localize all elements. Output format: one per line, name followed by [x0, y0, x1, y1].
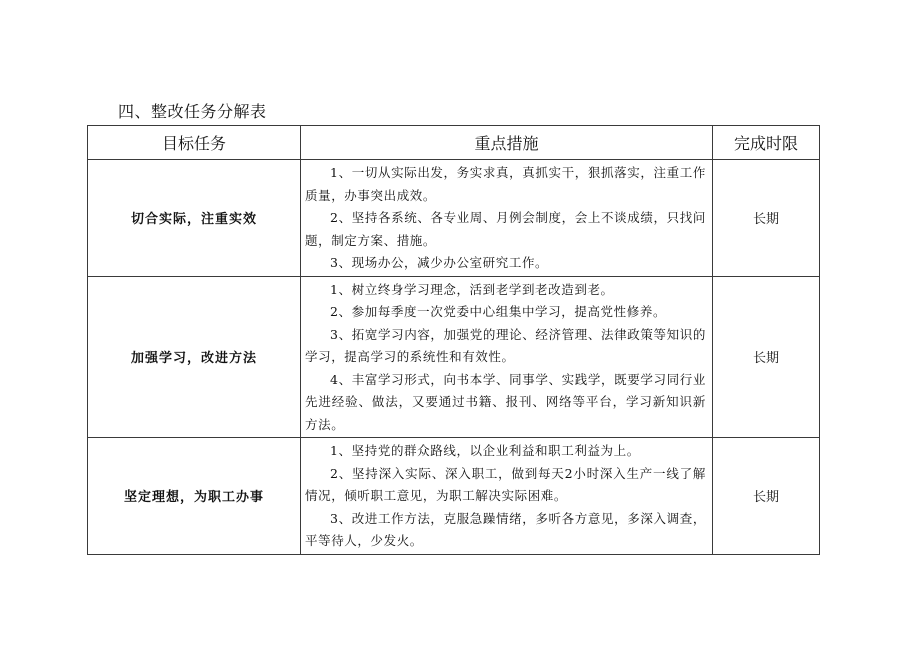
table-header-row	[88, 126, 820, 160]
header-deadline: 完成时限	[713, 126, 820, 160]
measure-item: 1、树立终身学习理念，活到老学到老改造到老。	[330, 281, 614, 297]
measures-cell	[301, 160, 713, 277]
measure-item: 2、坚持深入实际、深入职工，做到每天2小时深入生产一线了解情况，倾听职工意见，为职工解决实际困难。	[305, 465, 706, 503]
measure-item: 1、一切从实际出发，务实求真，真抓实干，狠抓落实，注重工作质量，办事突出成效。	[305, 165, 706, 203]
goal-cell: 坚定理想，为职工办事	[88, 438, 301, 555]
goal-cell: 加强学习，改进方法	[88, 276, 301, 438]
measures-cell	[301, 276, 713, 438]
section-title: 四、整改任务分解表	[118, 102, 267, 121]
measures-cell	[301, 438, 713, 555]
header-goal: 目标任务	[88, 126, 301, 160]
deadline-cell: 长期	[713, 438, 820, 555]
measure-item: 3、现场办公，减少办公室研究工作。	[330, 255, 549, 270]
table-row	[88, 160, 820, 277]
measure-item: 3、拓宽学习内容，加强党的理论、经济管理、法律政策等知识的学习，提高学习的系统性和有效性。	[305, 326, 706, 364]
measure-item: 2、参加每季度一次党委中心组集中学习，提高党性修养。	[330, 304, 667, 319]
measure-item: 1、坚持党的群众路线，以企业利益和职工利益为上。	[330, 443, 640, 458]
measure-item: 3、改进工作方法，克服急躁情绪，多听各方意见，多深入调查，平等待人，少发火。	[305, 510, 706, 548]
task-breakdown-table	[87, 125, 820, 555]
table-row	[88, 438, 820, 555]
header-measures: 重点措施	[301, 126, 713, 160]
deadline-cell: 长期	[713, 160, 820, 277]
deadline-cell: 长期	[713, 276, 820, 438]
measure-item: 2、坚持各系统、各专业周、月例会制度，会上不谈成绩，只找问题，制定方案、措施。	[305, 210, 706, 248]
measure-item: 4、丰富学习形式，向书本学、同事学、实践学，既要学习同行业先进经验、做法，又要通过书籍、报刊、网络等平台，学习新知识新方法。	[305, 371, 706, 432]
goal-cell: 切合实际，注重实效	[88, 160, 301, 277]
table-row	[88, 276, 820, 438]
